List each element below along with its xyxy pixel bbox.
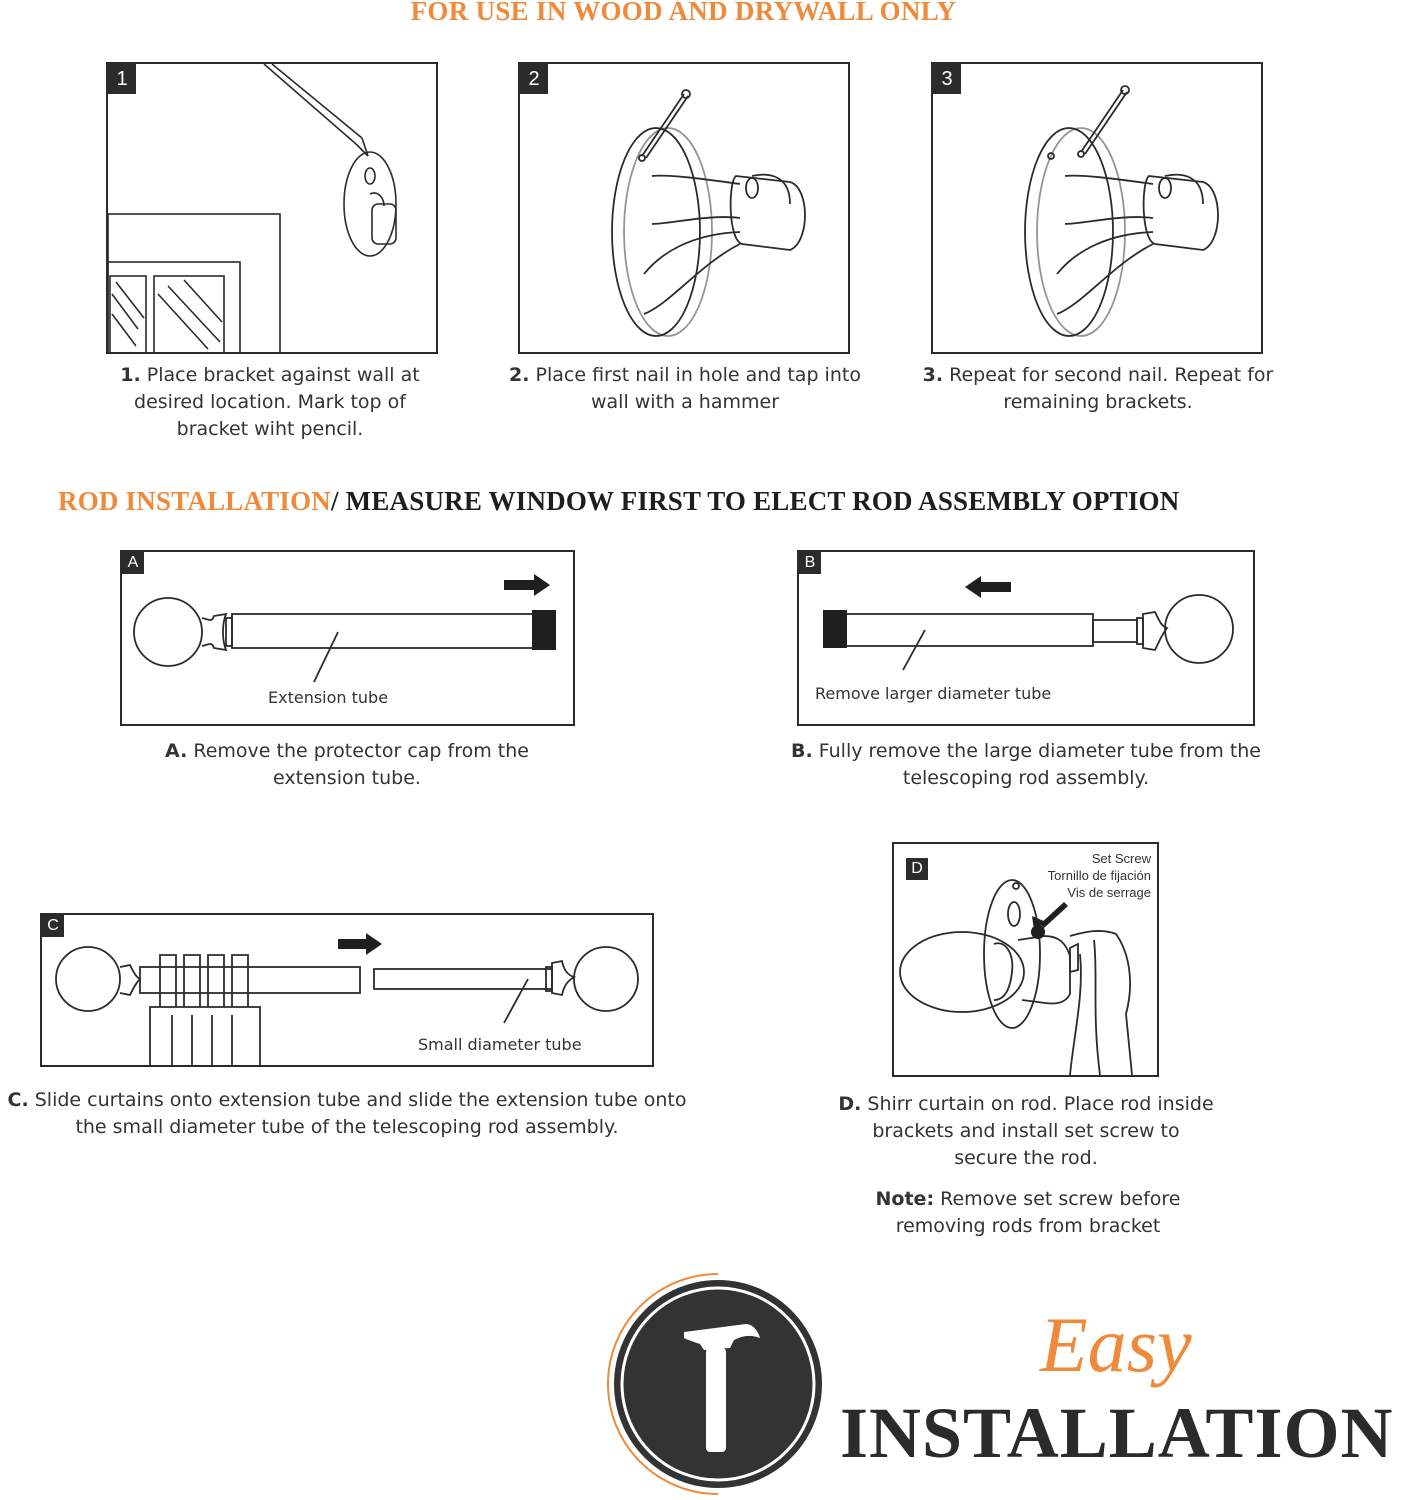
page-title: FOR USE IN WOOD AND DRYWALL ONLY xyxy=(410,0,957,26)
installation-label: INSTALLATION xyxy=(840,1393,1394,1473)
step-badge: C xyxy=(42,915,64,937)
step-text: Place bracket against wall at desired location. Mark top of bracket wiht pencil. xyxy=(134,364,420,440)
extension-tube-label: Extension tube xyxy=(268,688,389,707)
step-a-illustration xyxy=(120,550,575,726)
step-number: 1. xyxy=(120,364,141,386)
set-screw-en: Set Screw xyxy=(1091,851,1151,866)
note-label: Note: xyxy=(875,1188,935,1210)
step-1-illustration xyxy=(106,62,438,354)
step-d-caption xyxy=(838,1091,1214,1172)
step-text: Repeat for second nail. Repeat for remaining brackets. xyxy=(949,364,1274,413)
step-number: 2. xyxy=(509,364,530,386)
step-badge: B xyxy=(799,552,821,574)
step-badge: 2 xyxy=(520,64,548,94)
note-text: Remove set screw before removing rods from bracket xyxy=(895,1188,1181,1237)
step-badge: D xyxy=(906,858,928,880)
set-screw-label xyxy=(1048,850,1151,901)
step-badge: 3 xyxy=(933,64,961,94)
section-title-accent: ROD INSTALLATION xyxy=(58,486,332,516)
step-number: D. xyxy=(838,1093,862,1115)
small-tube-label: Small diameter tube xyxy=(418,1035,582,1054)
step-c-illustration xyxy=(40,913,654,1067)
step-2-illustration xyxy=(518,62,850,354)
step-3-caption xyxy=(920,362,1276,416)
step-number: A. xyxy=(165,740,188,762)
step-text: Slide curtains onto extension tube and slide the extension tube onto the small diameter tube of the telescoping rod assembly. xyxy=(34,1089,687,1138)
remove-tube-label: Remove larger diameter tube xyxy=(815,684,1052,703)
step-text: Fully remove the large diameter tube from the telescoping rod assembly. xyxy=(818,740,1261,789)
set-screw-fr: Vis de serrage xyxy=(1067,885,1151,900)
step-d-illustration xyxy=(892,842,1159,1077)
step-badge: 1 xyxy=(108,64,136,94)
note xyxy=(846,1186,1210,1240)
step-b-caption xyxy=(780,738,1272,792)
step-3-illustration xyxy=(931,62,1263,354)
rod-installation-heading xyxy=(58,486,1179,517)
step-1-caption xyxy=(100,362,440,443)
step-text: Place first nail in hole and tap into wall with a hammer xyxy=(535,364,861,413)
step-text: Remove the protector cap from the extension tube. xyxy=(193,740,529,789)
step-2-caption xyxy=(505,362,865,416)
step-number: B. xyxy=(790,740,813,762)
step-number: C. xyxy=(7,1089,29,1111)
set-screw-es: Tornillo de fijación xyxy=(1047,868,1151,883)
bracket-second-nail-illustration xyxy=(933,64,1261,352)
step-badge: A xyxy=(122,552,144,574)
pencil-marking-illustration xyxy=(108,64,436,352)
step-text: Shirr curtain on rod. Place rod inside brackets and install set screw to secure the rod. xyxy=(867,1093,1214,1169)
step-b-illustration xyxy=(797,550,1255,726)
step-a-caption xyxy=(140,738,554,792)
section-title-rest: / MEASURE WINDOW FIRST TO ELECT ROD ASSEMBLY OPTION xyxy=(331,486,1180,516)
step-c-caption xyxy=(0,1087,694,1141)
bracket-first-nail-illustration xyxy=(520,64,848,352)
step-number: 3. xyxy=(922,364,944,386)
easy-label: Easy xyxy=(1040,1301,1192,1388)
